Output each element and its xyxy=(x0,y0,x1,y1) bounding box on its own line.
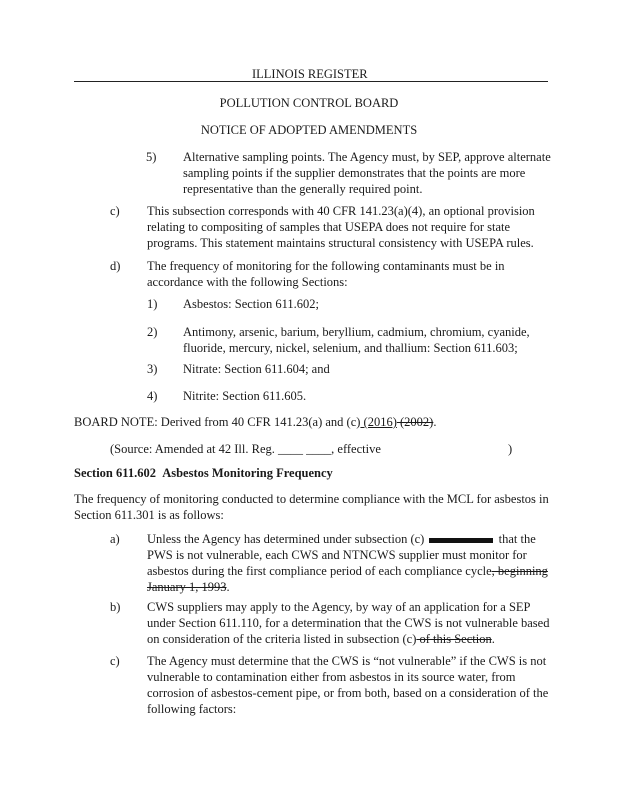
para-c-line4: following factors: xyxy=(147,702,237,716)
item-d-2-label: 2) xyxy=(147,325,158,339)
item-c-line2: relating to compositing of samples that USEPA does not require for state xyxy=(147,220,511,234)
item-d-label: d) xyxy=(110,259,121,273)
item-d-3-text: Nitrate: Section 611.604; and xyxy=(183,362,330,376)
para-a-line4: January 1, 1993. xyxy=(147,580,230,594)
para-a-label: a) xyxy=(110,532,120,546)
item-c-line3: programs. This statement maintains structural consistency with USEPA rules. xyxy=(147,236,534,250)
source-note: (Source: Amended at 42 Ill. Reg. ____ ____, effective xyxy=(110,442,381,456)
item-d-2-line1: Antimony, arsenic, barium, beryllium, cadmium, chromium, cyanide, xyxy=(183,325,530,339)
item-c-line1: This subsection corresponds with 40 CFR 141.23(a)(4), an optional provision xyxy=(147,204,535,218)
item-d-2-line2: fluoride, mercury, nickel, selenium, and thallium: Section 611.603; xyxy=(183,341,518,355)
intro-paragraph xyxy=(74,491,549,523)
intro-line2: Section 611.301 is as follows: xyxy=(74,508,224,522)
header-rule xyxy=(74,81,548,82)
para-a-line2: PWS is not vulnerable, each CWS and NTNCWS supplier must monitor for xyxy=(147,548,527,562)
para-c-line1: The Agency must determine that the CWS is “not vulnerable” if the CWS is not xyxy=(147,654,547,668)
board-note-end: . xyxy=(433,415,437,429)
item-d-4-label: 4) xyxy=(147,389,158,403)
item-d-line2: accordance with the following Sections: xyxy=(147,275,348,289)
item-5-text xyxy=(183,149,551,197)
item-c-label: c) xyxy=(110,204,120,218)
board-title: POLLUTION CONTROL BOARD xyxy=(219,96,399,110)
item-5-line3: representative than the generally required point. xyxy=(183,182,423,196)
para-b-line2: under Section 611.110, for a determination that the CWS is not vulnerable based xyxy=(147,616,550,630)
para-b-label: b) xyxy=(110,600,121,614)
item-c-text xyxy=(147,203,535,251)
para-b-text xyxy=(147,599,549,647)
para-b-line1: CWS suppliers may apply to the Agency, by way of an application for a SEP xyxy=(147,600,531,614)
item-d-1-text: Asbestos: Section 611.602; xyxy=(183,297,319,311)
item-d-2-text xyxy=(183,324,530,356)
source-close: ) xyxy=(508,442,513,456)
board-note-text: BOARD NOTE: Derived from 40 CFR 141.23(a) and (c) xyxy=(74,415,361,429)
notice-title: NOTICE OF ADOPTED AMENDMENTS xyxy=(200,123,418,137)
para-b-line3: on consideration of the criteria listed in subsection (c) of this Section. xyxy=(147,632,495,646)
board-note-inserted: (2016) xyxy=(360,415,397,429)
item-d-4-text: Nitrite: Section 611.605. xyxy=(183,389,307,403)
item-d-text xyxy=(147,258,505,290)
register-title: ILLINOIS REGISTER xyxy=(252,67,368,81)
redaction-mark xyxy=(429,538,493,543)
item-5-label: 5) xyxy=(146,150,157,164)
item-d-1-label: 1) xyxy=(147,297,158,311)
para-c-text xyxy=(147,653,548,717)
para-c-line3: corrosion of asbestos-cement pipe, or from both, based on a consideration of the xyxy=(147,686,549,700)
section-title: Asbestos Monitoring Frequency xyxy=(162,466,333,480)
para-a-line1: Unless the Agency has determined under subsection (c) that the xyxy=(147,532,536,546)
section-heading xyxy=(74,465,333,481)
para-c-label: c) xyxy=(110,654,120,668)
para-a-text xyxy=(147,531,548,595)
board-note-deleted: (2002) xyxy=(396,415,434,429)
section-number: Section 611.602 xyxy=(74,466,156,480)
para-c-line2: vulnerable to contamination either from asbestos in its source water, from xyxy=(147,670,516,684)
item-5-line1: Alternative sampling points. The Agency must, by SEP, approve alternate xyxy=(183,150,551,164)
para-a-line3: asbestos during the first compliance period of each compliance cycle, beginning xyxy=(147,564,548,578)
intro-line1: The frequency of monitoring conducted to determine compliance with the MCL for asbestos in xyxy=(74,492,549,506)
item-d-line1: The frequency of monitoring for the following contaminants must be in xyxy=(147,259,505,273)
board-note xyxy=(74,414,436,430)
item-d-3-label: 3) xyxy=(147,362,158,376)
item-5-line2: sampling points if the supplier demonstrates that the points are more xyxy=(183,166,526,180)
